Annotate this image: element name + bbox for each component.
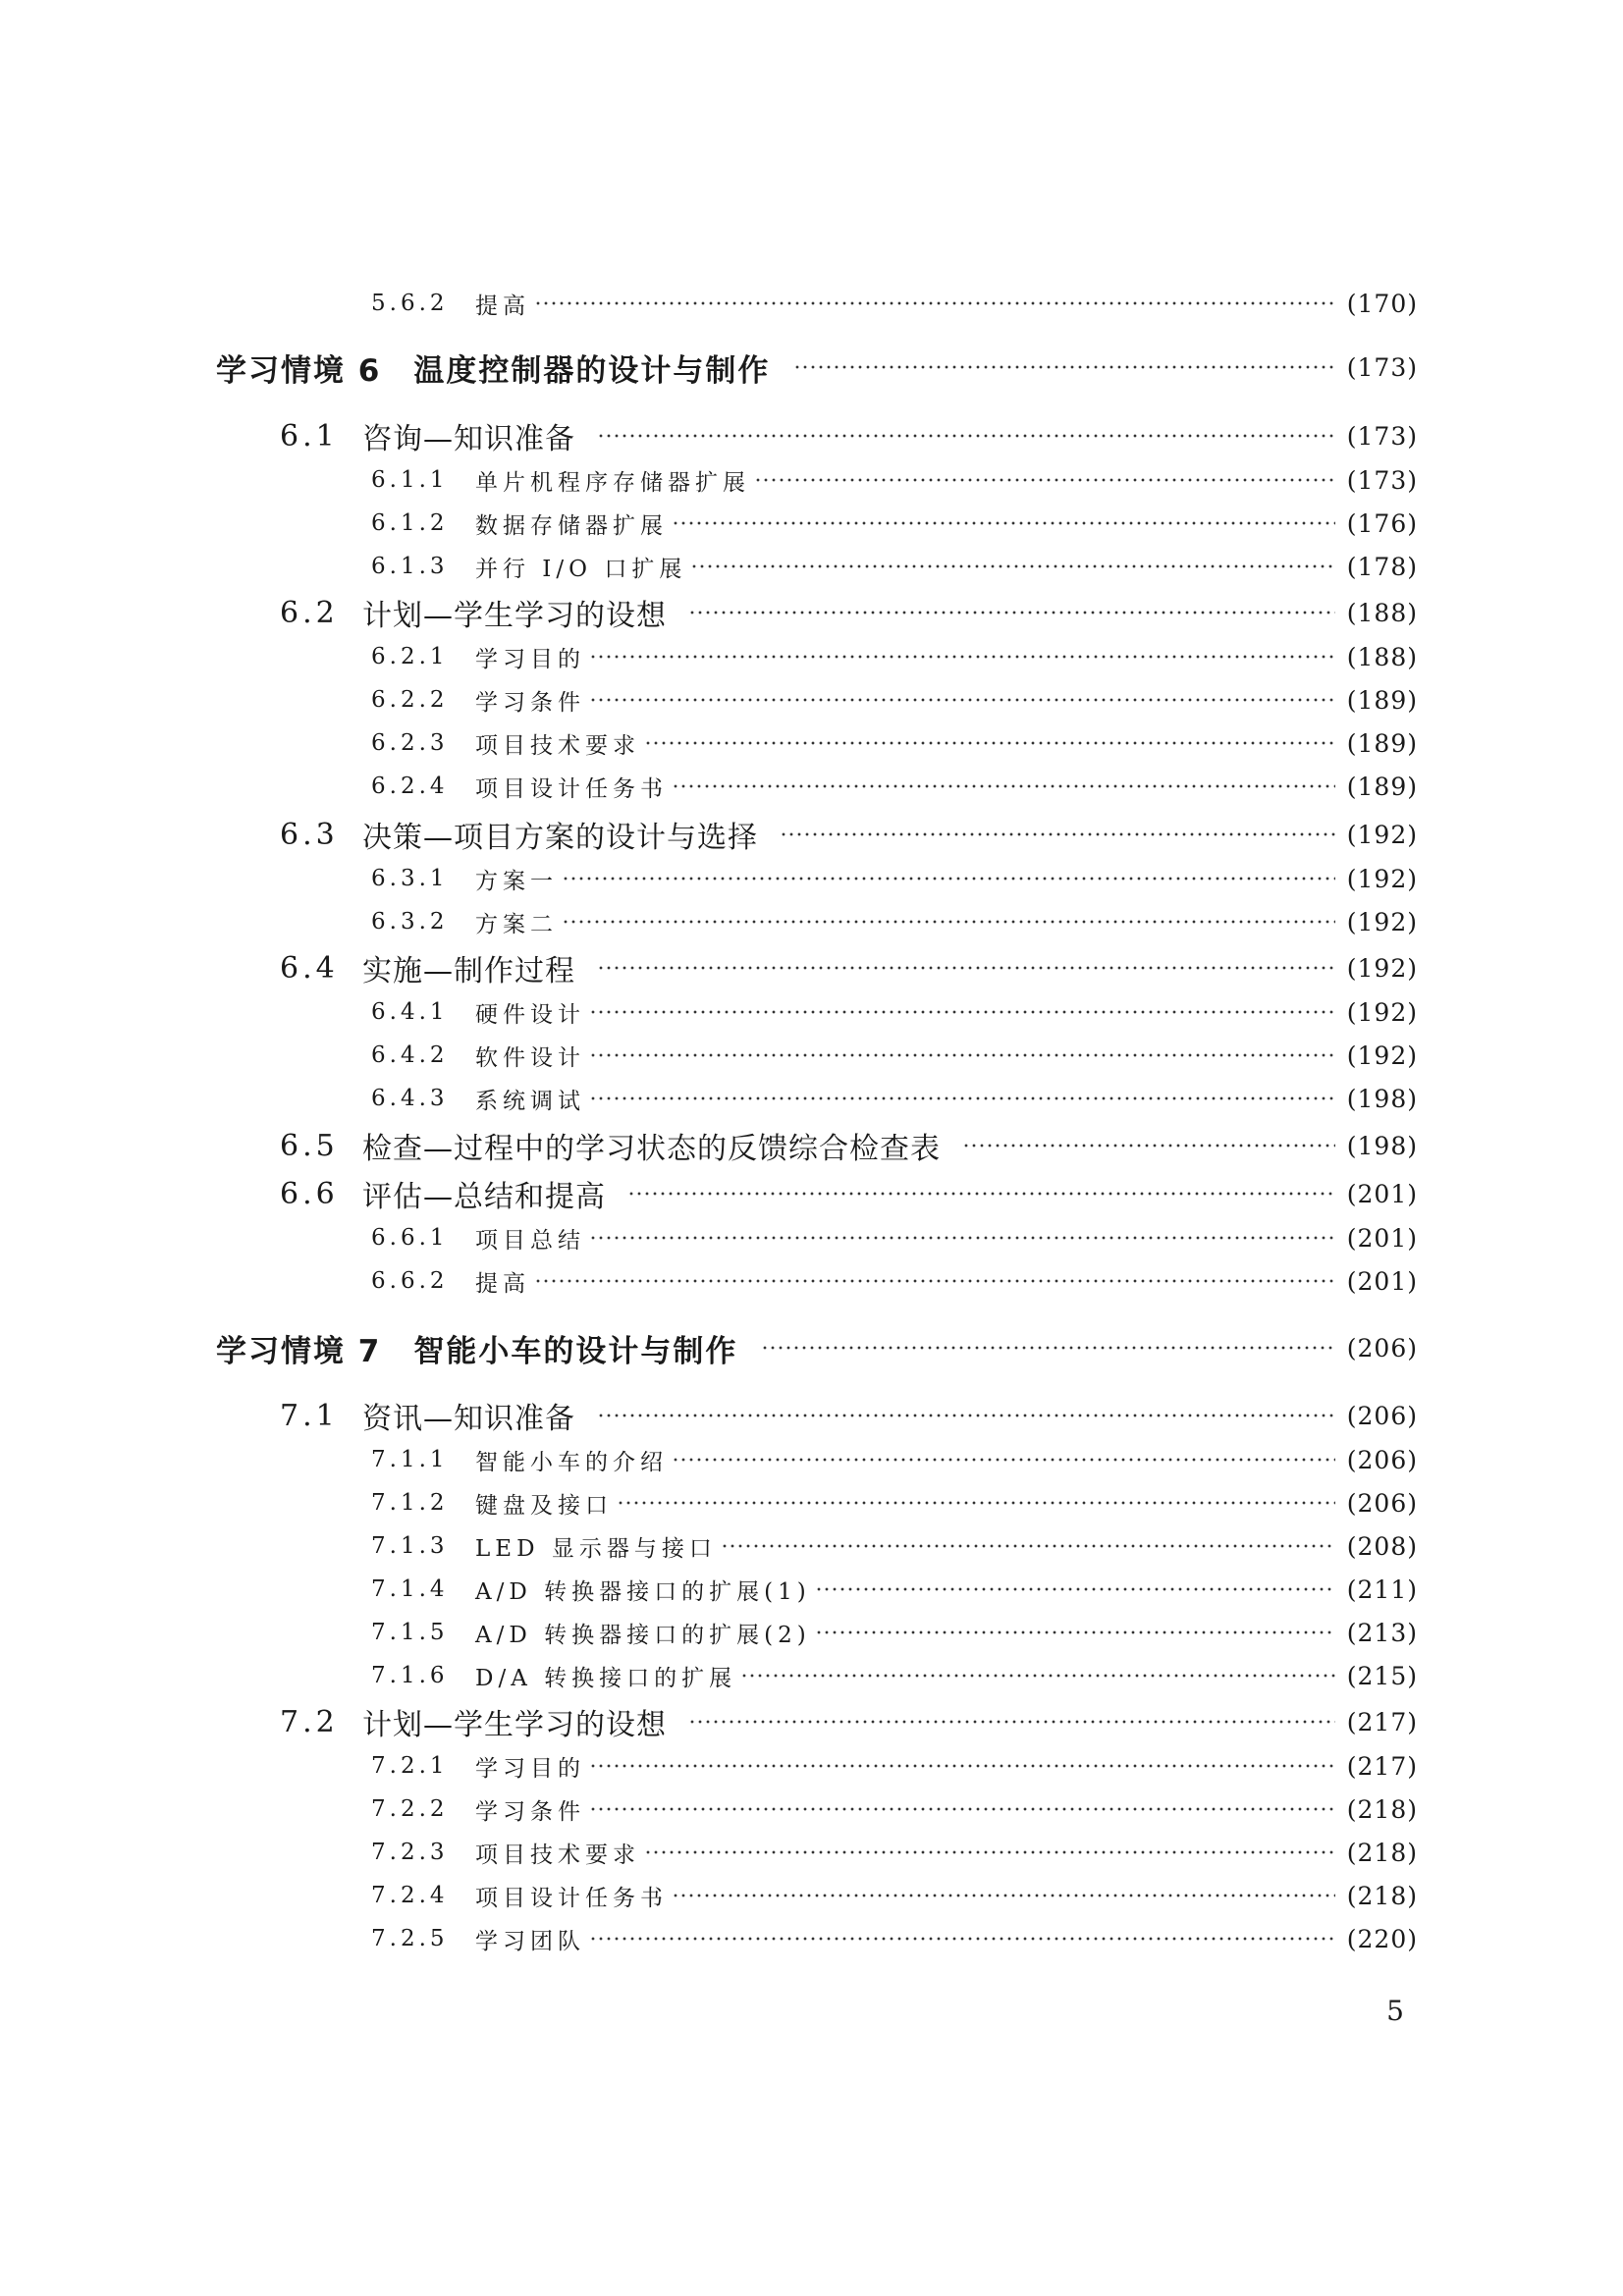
toc-subsection-entry[interactable] <box>371 1656 1418 1695</box>
toc-entry-page: (201) <box>1346 1179 1418 1208</box>
dot-leader <box>688 1720 1335 1724</box>
toc-entry-number: 7.1.1 <box>371 1447 449 1472</box>
toc-entry-page: (188) <box>1346 642 1418 671</box>
toc-entry-title: 项目技术要求 <box>475 1842 640 1868</box>
dot-leader <box>562 877 1335 881</box>
toc-subsection-entry[interactable] <box>371 460 1418 500</box>
toc-entry-page: (215) <box>1346 1661 1418 1690</box>
toc-subsection-entry[interactable] <box>371 1570 1418 1609</box>
toc-entry-page: (170) <box>1346 289 1418 318</box>
toc-entry-number: 6.4.1 <box>371 999 449 1025</box>
toc-entry-number: 6.6.2 <box>371 1268 449 1294</box>
toc-entry-title: 键盘及接口 <box>475 1492 613 1519</box>
toc-entry-title: 学习情境 7 智能小车的设计与制作 <box>216 1333 738 1369</box>
dot-leader <box>754 478 1335 482</box>
toc-entry-page: (198) <box>1346 1131 1418 1160</box>
dot-leader <box>534 301 1335 305</box>
toc-entry-page: (211) <box>1346 1575 1418 1604</box>
toc-subsection-entry[interactable] <box>371 1218 1418 1257</box>
dot-leader <box>815 1587 1335 1591</box>
toc-entry-number: 6.3 <box>280 817 339 852</box>
toc-entry-number: 6.2.2 <box>371 687 449 713</box>
toc-entry-page: (176) <box>1346 508 1418 538</box>
toc-entry-title: 数据存储器扩展 <box>475 512 668 539</box>
toc-section-entry[interactable] <box>280 590 1418 635</box>
toc-entry-number: 6.1.2 <box>371 510 449 536</box>
toc-entry-title: 项目设计任务书 <box>475 775 668 802</box>
toc-entry-title: LED 显示器与接口 <box>475 1535 717 1562</box>
toc-entry-number: 7.2.5 <box>371 1926 449 1951</box>
toc-subsection-entry[interactable] <box>371 1483 1418 1522</box>
toc-entry-page: (189) <box>1346 685 1418 715</box>
toc-entry-title: 学习团队 <box>475 1928 585 1954</box>
toc-entry-title: 学习条件 <box>475 1798 585 1825</box>
toc-entry-title: 提高 <box>475 293 530 319</box>
toc-entry-number: 7.2 <box>280 1704 339 1739</box>
dot-leader <box>780 832 1335 836</box>
toc-entry-title: 学习目的 <box>475 646 585 672</box>
toc-entry-page: (173) <box>1346 465 1418 495</box>
toc-entry-title: 学习情境 6 温度控制器的设计与制作 <box>216 352 771 389</box>
toc-entry-page: (192) <box>1346 864 1418 893</box>
toc-section-entry[interactable] <box>280 945 1418 990</box>
dot-leader <box>740 1674 1335 1678</box>
toc-entry-number: 7.2.2 <box>371 1796 449 1822</box>
toc-subsection-entry[interactable] <box>371 859 1418 898</box>
toc-entry-page: (217) <box>1346 1751 1418 1781</box>
dot-leader <box>589 1807 1335 1811</box>
toc-entry-number: 6.4 <box>280 950 339 986</box>
toc-entry-title: 单片机程序存储器扩展 <box>475 469 750 496</box>
toc-entry-title: 决策—项目方案的设计与选择 <box>362 821 758 855</box>
toc-entry-page: (192) <box>1346 1041 1418 1070</box>
toc-subsection-entry[interactable] <box>371 1526 1418 1566</box>
dot-leader <box>688 611 1335 614</box>
toc-entry-number: 7.1.5 <box>371 1620 449 1645</box>
toc-entry-number: 6.5 <box>280 1128 339 1163</box>
toc-entry-page: (189) <box>1346 772 1418 801</box>
toc-subsection-entry[interactable] <box>371 1746 1418 1786</box>
toc-entry-title: 项目技术要求 <box>475 732 640 759</box>
toc-entry-page: (217) <box>1346 1707 1418 1736</box>
toc-entry-page: (201) <box>1346 1266 1418 1296</box>
toc-entry-number: 6.2.1 <box>371 644 449 669</box>
toc-section-entry[interactable] <box>280 1393 1418 1438</box>
toc-entry-title: 智能小车的介绍 <box>475 1449 668 1475</box>
toc-entry-number: 7.1.2 <box>371 1490 449 1516</box>
toc-entry-page: (192) <box>1346 907 1418 936</box>
toc-entry-page: (218) <box>1346 1838 1418 1867</box>
toc-entry-number: 7.1 <box>280 1398 339 1433</box>
toc-subsection-entry[interactable] <box>371 1789 1418 1829</box>
dot-leader <box>597 434 1335 438</box>
toc-entry-page: (173) <box>1346 352 1418 382</box>
toc-entry-title: 软件设计 <box>475 1044 585 1071</box>
toc-entry-page: (206) <box>1346 1333 1418 1362</box>
toc-section-entry[interactable] <box>280 1699 1418 1744</box>
toc-entry-title: 方案二 <box>475 911 558 937</box>
dot-leader <box>672 521 1335 525</box>
toc-chapter-entry[interactable] <box>216 343 1418 392</box>
toc-entry-number: 6.3.1 <box>371 866 449 891</box>
dot-leader <box>589 698 1335 702</box>
toc-section-entry[interactable] <box>280 812 1418 857</box>
toc-entry-page: (201) <box>1346 1223 1418 1253</box>
dot-leader <box>617 1501 1335 1505</box>
toc-entry-number: 6.2 <box>280 595 339 630</box>
toc-entry-page: (206) <box>1346 1488 1418 1518</box>
dot-leader <box>534 1279 1335 1283</box>
dot-leader <box>562 920 1335 924</box>
toc-entry-title: 检查—过程中的学习状态的反馈综合检查表 <box>362 1132 941 1166</box>
toc-entry-number: 7.1.4 <box>371 1576 449 1602</box>
page-number: 5 <box>1386 1995 1404 2027</box>
toc-subsection-entry[interactable] <box>371 1613 1418 1652</box>
toc-subsection-entry[interactable] <box>371 1079 1418 1118</box>
toc-entry-number: 6.6.1 <box>371 1225 449 1251</box>
dot-leader <box>690 564 1334 568</box>
toc-entry-number: 7.2.1 <box>371 1753 449 1779</box>
toc-entry-number: 7.2.3 <box>371 1840 449 1865</box>
dot-leader <box>589 1236 1335 1240</box>
toc-subsection-entry[interactable] <box>371 637 1418 676</box>
toc-subsection-entry[interactable] <box>371 504 1418 543</box>
toc-entry-title: 项目设计任务书 <box>475 1885 668 1911</box>
toc-entry-page: (173) <box>1346 421 1418 451</box>
toc-entry-title: 项目总结 <box>475 1227 585 1254</box>
toc-entry-number: 7.1.6 <box>371 1663 449 1688</box>
dot-leader <box>597 1414 1335 1417</box>
dot-leader <box>589 655 1335 659</box>
toc-subsection-entry[interactable] <box>371 1261 1418 1301</box>
toc-subsection-entry[interactable] <box>371 1876 1418 1915</box>
toc-subsection-entry[interactable] <box>371 1440 1418 1479</box>
toc-entry-number: 6.1.3 <box>371 554 449 579</box>
dot-leader <box>589 1764 1335 1768</box>
dot-leader <box>597 966 1335 970</box>
toc-section-entry[interactable] <box>280 1171 1418 1216</box>
toc-entry-title: 系统调试 <box>475 1088 585 1114</box>
dot-leader <box>672 1458 1335 1462</box>
toc-entry-page: (206) <box>1346 1445 1418 1474</box>
toc-entry-title: 硬件设计 <box>475 1001 585 1028</box>
toc-entry-number: 6.1 <box>280 418 339 454</box>
toc-entry-title: A/D 转换器接口的扩展(1) <box>475 1578 811 1605</box>
toc-entry-page: (192) <box>1346 953 1418 983</box>
toc-entry-number: 6.6 <box>280 1176 339 1211</box>
toc-entry-title: 计划—学生学习的设想 <box>362 1708 667 1742</box>
toc-subsection-entry[interactable] <box>371 680 1418 720</box>
toc-entry-page: (218) <box>1346 1881 1418 1910</box>
toc-entry-title: 并行 I/O 口扩展 <box>475 556 687 582</box>
toc-entry-number: 6.2.3 <box>371 730 449 756</box>
toc-entry-page: (206) <box>1346 1401 1418 1430</box>
toc-entry-number: 6.4.3 <box>371 1086 449 1111</box>
toc-entry-page: (192) <box>1346 997 1418 1027</box>
toc-entry-title: 咨询—知识准备 <box>362 422 575 456</box>
toc-entry-number: 6.1.1 <box>371 467 449 493</box>
toc-entry-page: (220) <box>1346 1924 1418 1953</box>
dot-leader <box>589 1096 1335 1100</box>
dot-leader <box>793 365 1334 369</box>
toc-subsection-entry[interactable] <box>371 284 1418 323</box>
toc-entry-title: 计划—学生学习的设想 <box>362 599 667 633</box>
dot-leader <box>589 1010 1335 1014</box>
toc-entry-title: A/D 转换器接口的扩展(2) <box>475 1622 811 1648</box>
toc-entry-title: 学习条件 <box>475 689 585 716</box>
toc-entry-title: 实施—制作过程 <box>362 954 575 988</box>
toc-chapter-entry[interactable] <box>216 1323 1418 1372</box>
toc-subsection-entry[interactable] <box>371 767 1418 806</box>
toc-subsection-entry[interactable] <box>371 547 1418 586</box>
toc-entry-page: (192) <box>1346 820 1418 849</box>
dot-leader <box>627 1192 1335 1196</box>
dot-leader <box>644 741 1335 745</box>
toc-entry-title: 学习目的 <box>475 1755 585 1782</box>
toc-entry-title: 提高 <box>475 1270 530 1297</box>
toc-entry-page: (198) <box>1346 1084 1418 1113</box>
toc-subsection-entry[interactable] <box>371 1919 1418 1958</box>
toc-entry-page: (213) <box>1346 1618 1418 1647</box>
toc-entry-number: 7.2.4 <box>371 1883 449 1908</box>
toc-section-entry[interactable] <box>280 1123 1418 1168</box>
toc-entry-number: 6.3.2 <box>371 909 449 934</box>
toc-section-entry[interactable] <box>280 413 1418 458</box>
toc-entry-page: (178) <box>1346 552 1418 581</box>
toc-subsection-entry[interactable] <box>371 902 1418 941</box>
toc-subsection-entry[interactable] <box>371 723 1418 763</box>
toc-entry-title: 评估—总结和提高 <box>362 1180 606 1214</box>
toc-entry-number: 6.2.4 <box>371 774 449 799</box>
toc-subsection-entry[interactable] <box>371 1036 1418 1075</box>
toc-entry-number: 5.6.2 <box>371 291 449 316</box>
toc-entry-number: 6.4.2 <box>371 1042 449 1068</box>
toc-entry-page: (188) <box>1346 598 1418 627</box>
toc-entry-number: 7.1.3 <box>371 1533 449 1559</box>
toc-entry-page: (189) <box>1346 728 1418 758</box>
dot-leader <box>815 1630 1335 1634</box>
toc-entry-title: D/A 转换接口的扩展 <box>475 1665 737 1691</box>
toc-entry-page: (208) <box>1346 1531 1418 1561</box>
toc-entry-title: 方案一 <box>475 868 558 894</box>
dot-leader <box>962 1144 1335 1148</box>
dot-leader <box>761 1346 1334 1350</box>
dot-leader <box>721 1544 1335 1548</box>
dot-leader <box>672 784 1335 788</box>
toc-entry-page: (218) <box>1346 1794 1418 1824</box>
toc-subsection-entry[interactable] <box>371 1833 1418 1872</box>
toc-entry-title: 资讯—知识准备 <box>362 1402 575 1436</box>
dot-leader <box>589 1937 1335 1941</box>
dot-leader <box>644 1850 1335 1854</box>
toc-subsection-entry[interactable] <box>371 992 1418 1032</box>
dot-leader <box>589 1053 1335 1057</box>
dot-leader <box>672 1894 1335 1897</box>
